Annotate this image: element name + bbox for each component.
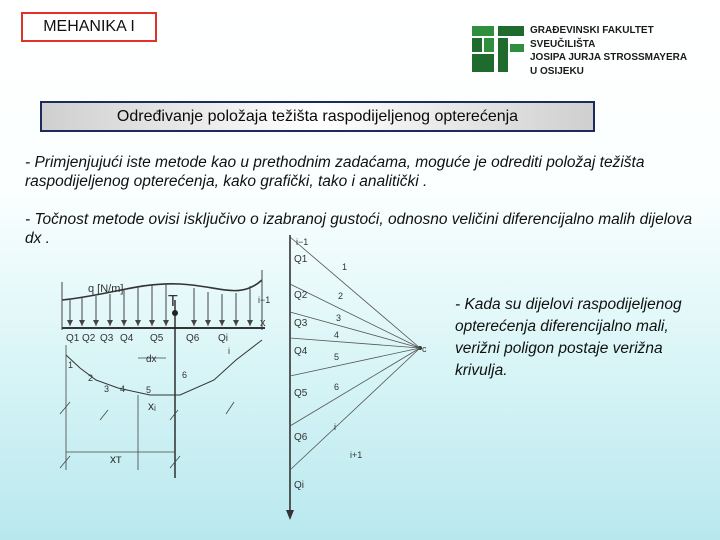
force-label: Q1	[66, 333, 80, 344]
force-label: Q2	[82, 333, 96, 344]
xi-label: xᵢ	[148, 399, 156, 413]
dx-label: dx	[146, 354, 157, 365]
ray-label: 5	[334, 352, 340, 362]
slide-title: Određivanje položaja težišta raspodijeljenog opterećenja	[40, 101, 595, 132]
ray-label: 2	[338, 291, 344, 301]
polygon-force-label: Q2	[294, 290, 308, 301]
funicular-number: 4	[120, 384, 126, 394]
ray-label: i	[334, 422, 336, 432]
pole-label: c	[422, 344, 427, 354]
force-label: Q3	[100, 333, 114, 344]
force-label: Q4	[120, 333, 134, 344]
faculty-line: SVEUČILIŠTA	[530, 38, 596, 50]
faculty-line: JOSIPA JURJA STROSSMAYERA	[530, 52, 688, 63]
ray-label: 3	[336, 313, 342, 323]
paragraph-accuracy: - Točnost metode ovisi isključivo o izabranoj gustoći, odnosno veličini diferencijalno malih dijelova dx .	[25, 211, 693, 247]
faculty-line: U OSIJEKU	[530, 65, 584, 77]
paragraph-methods: - Primjenjujući iste metode kao u prethodnim zadaćama, moguće je odrediti položaj težišta raspodijeljenog opterećenja, kako grafički, tako i analitički .	[25, 154, 645, 190]
polygon-force-label: Q5	[294, 388, 308, 399]
load-label: q [N/m]	[88, 283, 124, 295]
funicular-number: 3	[104, 384, 110, 394]
force-label: Qi	[218, 333, 228, 344]
ray-label: 1	[342, 262, 348, 272]
centroid-label: T	[168, 293, 178, 310]
polygon-force-label: Q1	[294, 254, 308, 265]
force-label: Q6	[186, 333, 200, 344]
faculty-line: GRAĐEVINSKI FAKULTET	[530, 25, 654, 36]
i-minus-label: i−1	[258, 295, 271, 305]
funicular-number: 1	[68, 360, 74, 370]
polygon-force-label: Q3	[294, 318, 308, 329]
funicular-polygon	[66, 340, 262, 395]
ray-label: 4	[334, 330, 340, 340]
ray-label: 6	[334, 382, 340, 392]
polygon-force-label: Q4	[294, 346, 308, 357]
ray-label: i+1	[350, 450, 363, 460]
polygon-force-label: Qi	[294, 480, 304, 491]
polygon-top-label: i−1	[296, 237, 309, 247]
polygon-force-label: Q6	[294, 432, 308, 443]
funicular-number: 6	[182, 370, 188, 380]
side-note: - Kada su dijelovi raspodijeljenog opterećenja diferencijalno mali, verižni poligon postaje verižna krivulja.	[455, 296, 682, 379]
xt-label: xᴛ	[110, 452, 122, 466]
funicular-number: 2	[88, 373, 94, 383]
i-label: i	[228, 346, 230, 356]
course-title: MEHANIKA I	[21, 12, 157, 42]
funicular-number: 5	[146, 385, 152, 395]
x-axis-label: x	[260, 317, 266, 329]
force-label: Q5	[150, 333, 164, 344]
